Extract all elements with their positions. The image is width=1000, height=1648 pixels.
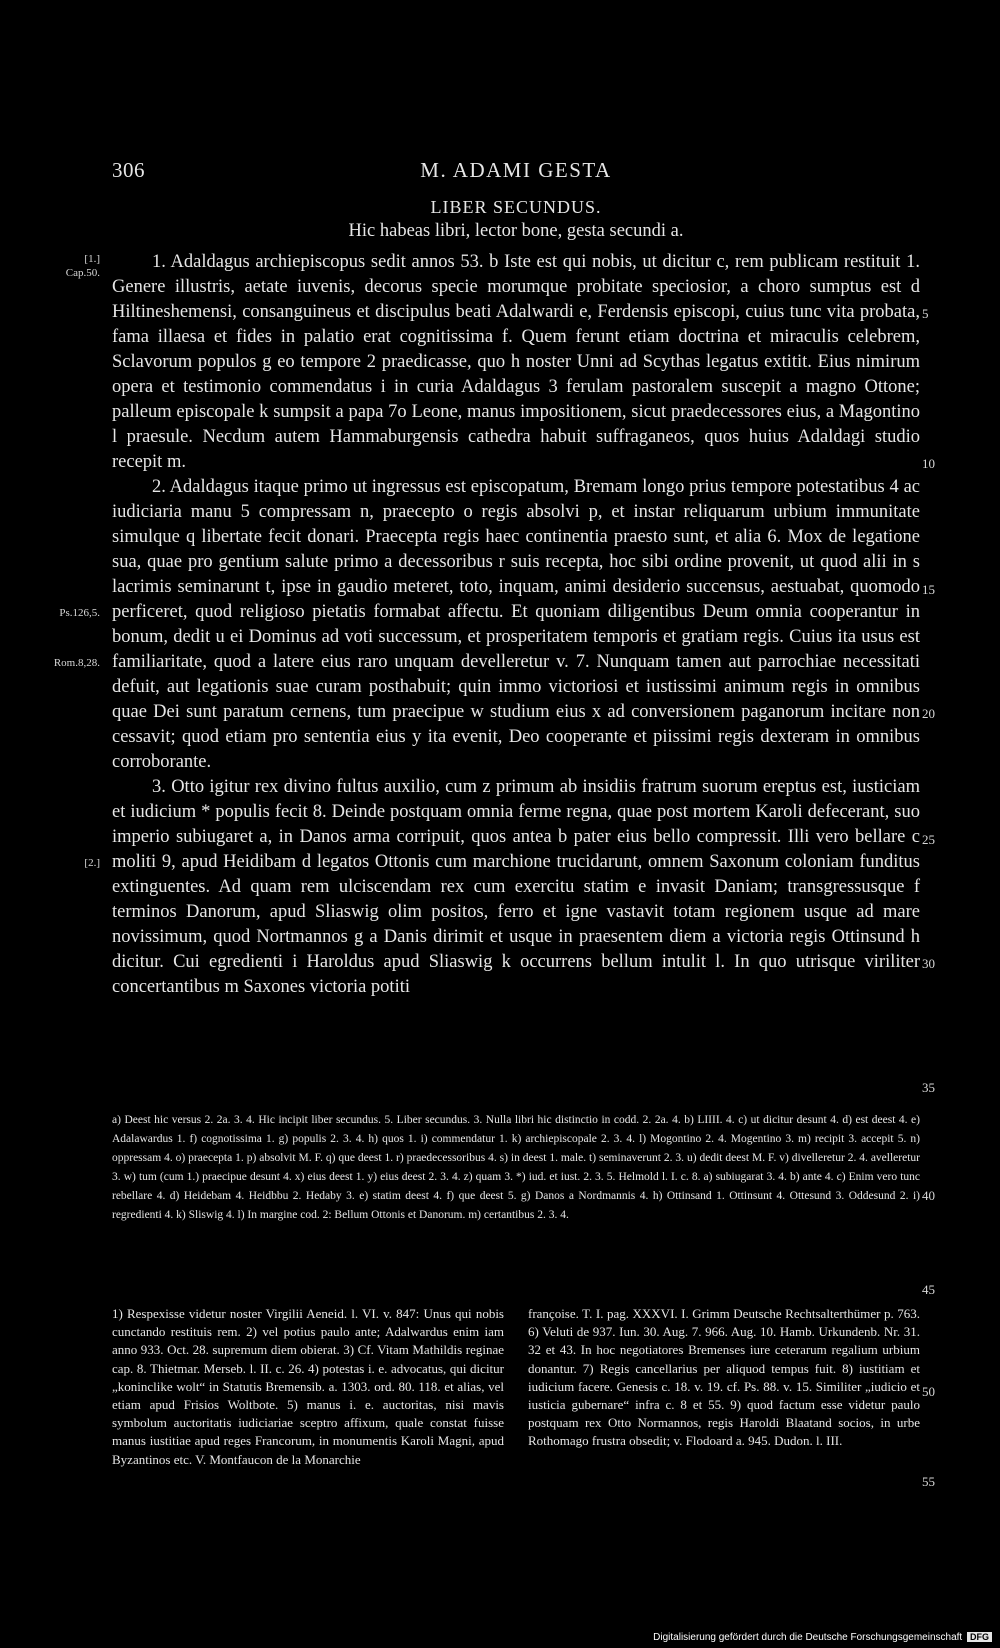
digitization-footer [653, 1632, 992, 1643]
footnotes-left: 1) Respexisse videtur noster Virgilii Aeneid. l. VI. v. 847: Unus qui nobis cunctando restituis rem. 2) vel potius paulo ante; Adalwardus enim iam anno 933. Oct. 28. supremum diem obierat. 3) Cf. Vitam Mathildis reginae cap. 8. Thietmar. Merseb. l. II. c. 26. 4) potestas i. e. advocatus, qui dicitur „koninclike wolt“ in Statutis Bremensib. a. 1303. ord. 80. 118. et alias, vel etiam apud Frisios Woltbote. 5) manus i. e. auctoritas, nisi mavis symbolum auctoritatis iudiciariae sceptro affixum, quale constat fuisse manus iustitiae apud reges Francorum, in monumentis Karoli Magni, apud Byzantinos etc. V. Montfaucon de la Monarchie [112, 1306, 504, 1467]
footnotes-left-column [112, 1305, 504, 1469]
running-title: M. ADAMI GESTA [420, 158, 612, 182]
paragraph-2: 2. Adaldagus itaque primo ut ingressus est episcopatum, Bremam longo prius tempore potestatibus 4 ac iudiciaria manu 5 compressam n, praecepto o regis absolvi p, et instar reliquarum urbium immunitate simulque q libertate fecit donari. Praecepta regis haec continentia praesto sunt, et alia 6. Mox de legatione sua, quae pro gentium salute primo a decessoribus r suis recepta, hoc sibi ordine provenit, ut quod alii in s lacrimis seminarunt t, ipse in gaudio meteret, toto, inquam, animi desiderio succensus, aestuabat, quomodo perficeret, quod religioso pietatis formabat affectu. Et quoniam diligentibus Deum omnia cooperantur in bonum, dedit u ei Dominus ad voti successum, et prosperitatem temporis et gratiam regis. Cuius ita usus est familiaritate, quod a latere eius raro unquam develleretur v. 7. Nunquam tamen aut parrochiae necessitati defuit, aut legationis suae curam posthabuit; quin immo victoriosi et iustissimi animum regis in omnibus quae Dei sunt paratum cernens, tum praecipue w studium eius x ad conversionem paganorum incitare non cessavit; quod etiam pro sententia eius y ita evenit, Deo cooperante et piissimi regis dexteram in omnibus corroborante. [112, 477, 920, 772]
line-number: 20 [922, 706, 935, 721]
line-number: 55 [922, 1474, 935, 1489]
line-number: 10 [922, 456, 935, 471]
variant-notes: a) Deest hic versus 2. 2a. 3. 4. Hic incipit liber secundus. 5. Liber secundus. 3. Nulla libri hic distinctio in codd. 2. 2a. 4. b) LIIII. 4. c) ut dicitur desunt 4. d) est deest 4. e) Adalawardus 1. f) cognotissima 1. g) populis 2. 3. 4. h) quos 1. i) commendatur 1. k) archiepiscopale 2. 3. 4. l) Mogontino 2. 4. Mogentino 3. m) recipit 3. accepit 5. n) oppressam 4. o) praecepta 1. p) absolvit M. F. q) que deest 1. r) praedecessoribus 4. s) in deest 1. male. t) seminaverunt 2. 3. u) dedit deest M. F. v) divelleretur 2. 4. avelleretur 3. w) tum (cum 1.) praecipue desunt 4. x) eius deest 1. y) eius deest 2. 3. 4. z) quam 3. *) iud. et iust. 2. 3. 5. Helmold l. I. c. 8. a) subiugarat 3. 4. b) ante 4. c) Enim vero tunc rebellare 4. d) Heidebam 4. Heidbbu 2. Hedaby 3. e) statim deest 4. f) que deest 5. g) Danos a Nordmannis 4. h) Ottinsand 1. Ottinsunt 4. Ottesund 3. Oddesund 2. i) regredienti 4. k) Sliswig 4. l) In margine cod. 2: Bellum Ottonis et Danorum. m) certantibus 2. 3. 4. [112, 1114, 920, 1221]
line-number: 35 [922, 1080, 935, 1095]
dfg-logo-icon: DFG [967, 1632, 992, 1642]
footnotes-right: françoise. T. I. pag. XXXVI. I. Grimm Deutsche Rechtsalterthümer p. 763. 6) Veluti de 937. Iun. 30. Aug. 7. 966. Aug. 10. Hamb. Urkundenb. Nr. 31. 32 et 43. In hoc negotiatores Bremenses iure ceterarum regalium urbium donantur. 7) Regis cancellarius per aliquod tempus fuit. 8) iustitiam et iudicium facere. Genesis c. 18. v. 19. cf. Ps. 88. v. 15. Similiter „iudicio et iusticia gubernare“ infra c. 8 et 55. 9) quod factum esse videtur paulo postquam rex Otto Normannos, regis Haroldi Blaatand socios, in urbe Rothomago frustra obsedit; v. Flodoard a. 945. Dudon. l. III. [528, 1306, 920, 1449]
book-title: LIBER SECUNDUS. [430, 197, 602, 217]
variant-apparatus [112, 1111, 920, 1224]
line-number: 30 [922, 956, 935, 971]
line-number: 40 [922, 1188, 935, 1203]
line-number: 50 [922, 1384, 935, 1399]
margin-label: [1.] [84, 253, 100, 265]
paragraph-3: 3. Otto igitur rex divino fultus auxilio, cum z primum ab insidiis fratrum suorum ereptus est, iusticiam et iudicium * populis fecit 8. Deinde postquam omnia ferme regna, quae post mortem Karoli defecerant, suo imperio subiugaret a, in Danos arma corripuit, quos antea b pater eius bello compressit. Illi vero bellare c moliti 9, apud Heidibam d legatos Ottonis cum marchione trucidarunt, omnem Saxonum coloniam funditus extinguentes. Ad quam rem ulciscendam rex cum exercitu statim e invasit Daniam; transgressusque f terminos Danorum, apud Sliaswig olim positos, ferro et igne vastavit totam regionem usque ad mare novissimum, quod Nortmannos g a Danis dirimit et usque in praesentem diem a victoria regis Ottinsund h dicitur. Cui egredienti i Haroldus apud Sliaswig k occurrens bellum intulit l. In quo utrisque viriliter concertantibus m Saxones victoria potiti [112, 777, 920, 997]
paragraph-1: 1. Adaldagus archiepiscopus sedit annos 53. b Iste est qui nobis, ut dicitur c, rem publicam restituit 1. Genere illustris, aetate iuvenis, decorus specie morumque probitate speciosior, a choro sumptus est d Hiltineshemensi, consanguineus et discipulus beati Adalwardi e, Ferdensis episcopi, cuius tunc vita probata, fama illaesa et fides in palatio erat cognitissima f. Quem ferunt etiam doctrina et miraculis celebrem, Sclavorum populos g eo tempore 2 praedicasse, quo h noster Unni ad Scythas legatus extitit. Eius nimirum opera et testimonio commendatus i in curia Adaldagus 3 ferulam pastoralem suscepit a magno Ottone; palleum episcopale k sumpsit a papa 7o Leone, manus impositionem, sicut praedecessores eius, a Magontino l praesule. Necdum autem Hammaburgensis cathedra habuit suffraganeos, quos huius Adaldagi studio recepit m. [112, 252, 920, 472]
margin-label: Cap.50. [65, 267, 100, 279]
line-number: 15 [922, 582, 935, 597]
line-number: 25 [922, 832, 935, 847]
running-header [112, 158, 920, 184]
main-text [112, 250, 920, 1000]
margin-label: Rom.8,28. [53, 657, 100, 669]
footer-text: Digitalisierung gefördert durch die Deutsche Forschungsgemeinschaft [653, 1632, 963, 1643]
margin-label: Ps.126,5. [59, 607, 100, 619]
line-number: 45 [922, 1282, 935, 1297]
page-number: 306 [112, 158, 145, 182]
footnotes-right-column [528, 1305, 920, 1451]
line-number: 5 [922, 306, 929, 321]
margin-label: [2.] [84, 857, 100, 869]
book-subtitle: Hic habeas libri, lector bone, gesta secundi a. [348, 221, 684, 241]
